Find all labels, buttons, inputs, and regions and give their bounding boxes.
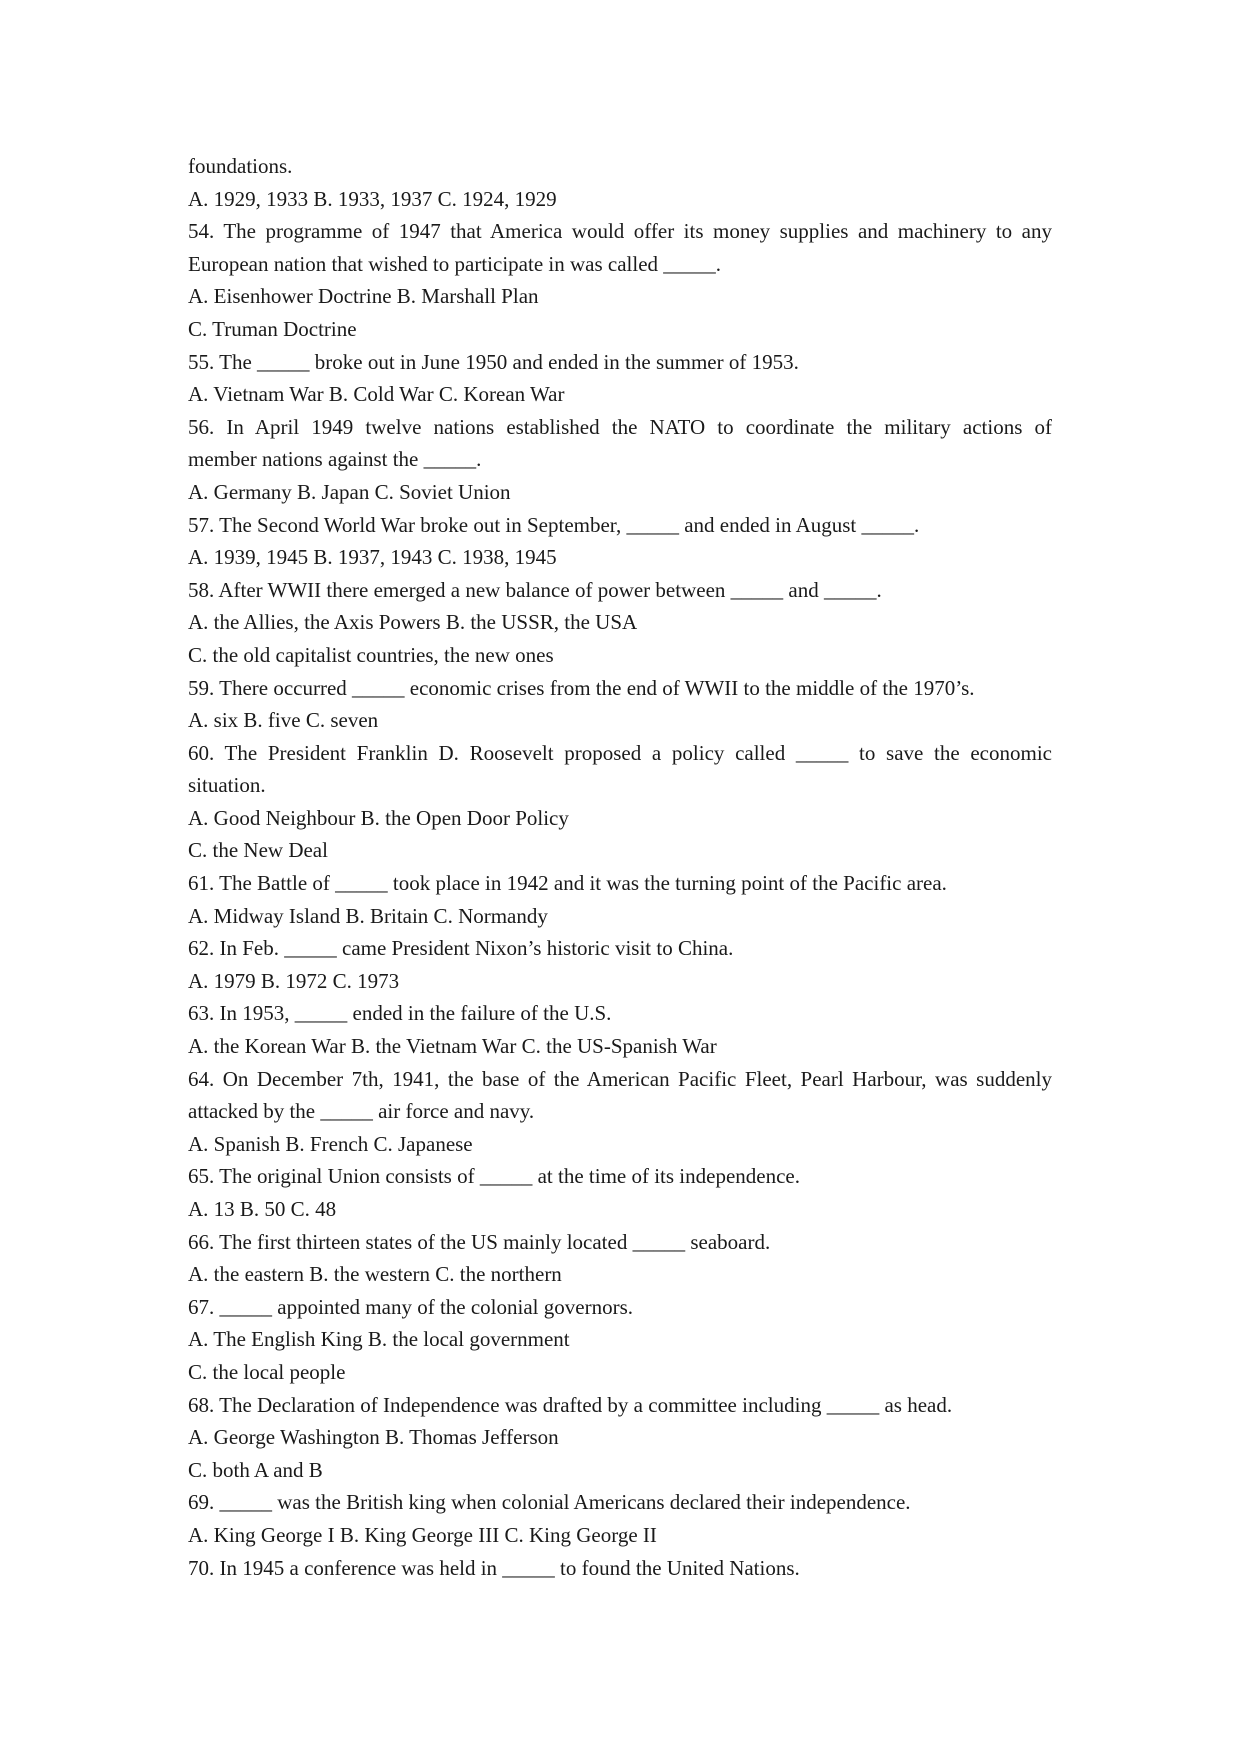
answer-options: A. the Korean War B. the Vietnam War C. the US-Spanish War [188, 1034, 717, 1059]
question-57: 57. The Second World War broke out in September, _____ and ended in August _____. [188, 512, 920, 537]
question-60: 60. The President Franklin D. Roosevelt proposed a policy called _____ to save the economic [188, 740, 1052, 765]
question-64-continued: attacked by the _____ air force and navy. [188, 1099, 535, 1124]
answer-options: C. Truman Doctrine [188, 316, 357, 341]
answer-options: C. the New Deal [188, 838, 328, 863]
text-line: foundations. [188, 154, 293, 178]
question-56-continued: member nations against the _____. [188, 447, 482, 472]
answer-options: A. The English King B. the local government [188, 1327, 570, 1352]
answer-options: A. George Washington B. Thomas Jefferson [188, 1425, 559, 1450]
answer-options: A. 1939, 1945 B. 1937, 1943 C. 1938, 1945 [188, 545, 557, 570]
answer-options: C. the old capitalist countries, the new ones [188, 642, 554, 667]
question-70: 70. In 1945 a conference was held in _____ to found the United Nations. [188, 1555, 800, 1580]
question-55: 55. The _____ broke out in June 1950 and ended in the summer of 1953. [188, 349, 799, 374]
question-61: 61. The Battle of _____ took place in 1942 and it was the turning point of the Pacific area. [188, 871, 947, 896]
question-58: 58. After WWII there emerged a new balance of power between _____ and _____. [188, 577, 882, 602]
answer-options: A. Germany B. Japan C. Soviet Union [188, 479, 511, 504]
question-54-continued: European nation that wished to participate in was called _____. [188, 251, 722, 276]
question-68: 68. The Declaration of Independence was drafted by a committee including _____ as head. [188, 1392, 953, 1417]
question-65: 65. The original Union consists of _____ at the time of its independence. [188, 1164, 800, 1189]
answer-options: A. Good Neighbour B. the Open Door Policy [188, 805, 569, 830]
question-64: 64. On December 7th, 1941, the base of the American Pacific Fleet, Pearl Harbour, was suddenly [188, 1066, 1052, 1091]
question-69: 69. _____ was the British king when colonial Americans declared their independence. [188, 1490, 911, 1515]
answer-options: A. 1929, 1933 B. 1933, 1937 C. 1924, 1929 [188, 186, 557, 211]
question-62: 62. In Feb. _____ came President Nixon’s historic visit to China. [188, 936, 734, 961]
answer-options: A. Spanish B. French C. Japanese [188, 1131, 473, 1156]
answer-options: A. 13 B. 50 C. 48 [188, 1197, 337, 1221]
answer-options: A. six B. five C. seven [188, 708, 379, 733]
answer-options: A. King George I B. King George III C. King George II [188, 1522, 657, 1547]
answer-options: C. the local people [188, 1359, 346, 1384]
question-59: 59. There occurred _____ economic crises from the end of WWII to the middle of the 1970’s. [188, 675, 975, 700]
question-54: 54. The programme of 1947 that America would offer its money supplies and machinery to any [188, 219, 1052, 244]
question-60-continued: situation. [188, 773, 266, 798]
answer-options: A. Midway Island B. Britain C. Normandy [188, 903, 548, 928]
answer-options: A. Vietnam War B. Cold War C. Korean War [188, 382, 565, 407]
answer-options: A. Eisenhower Doctrine B. Marshall Plan [188, 284, 539, 309]
question-66: 66. The first thirteen states of the US mainly located _____ seaboard. [188, 1229, 771, 1254]
answer-options: A. the Allies, the Axis Powers B. the USSR, the USA [188, 610, 638, 635]
answer-options: C. both A and B [188, 1457, 323, 1482]
question-63: 63. In 1953, _____ ended in the failure of the U.S. [188, 1001, 612, 1026]
answer-options: A. 1979 B. 1972 C. 1973 [188, 968, 400, 993]
question-67: 67. _____ appointed many of the colonial governors. [188, 1294, 633, 1319]
answer-options: A. the eastern B. the western C. the northern [188, 1262, 562, 1287]
document-page [188, 150, 1052, 1584]
question-56: 56. In April 1949 twelve nations established the NATO to coordinate the military actions of [188, 414, 1052, 439]
